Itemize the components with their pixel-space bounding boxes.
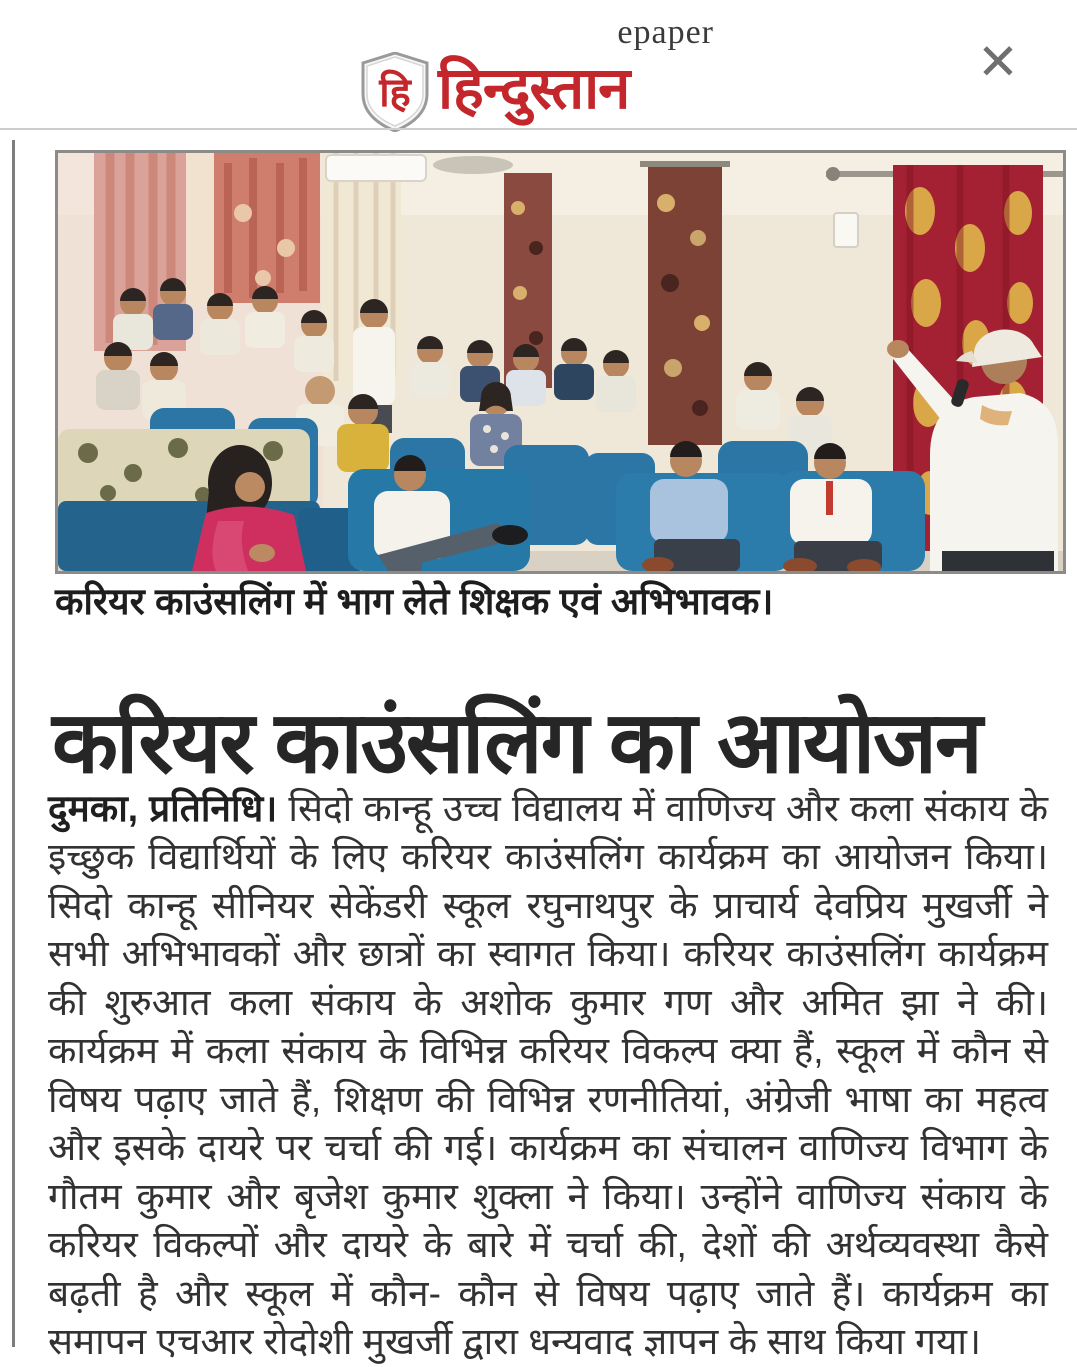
man-crossed-legs [348, 455, 530, 571]
wall-switch [834, 213, 858, 247]
svg-text:हि: हि [379, 71, 411, 115]
hindustan-wordmark: हिन्दुस्तान [438, 56, 630, 121]
career-counselling-scene [58, 153, 1063, 571]
article-headline: करियर काउंसलिंग का आयोजन [52, 694, 981, 791]
epaper-header [0, 0, 1077, 128]
article-body-text: सिदो कान्हू उच्च विद्यालय में वाणिज्य और कला संकाय के इच्छुक विद्यार्थियों के लिए करियर काउंसलिंग कार्यक्रम का आयोजन किया। सिदो कान्हू सीनियर सेकेंडरी स्कूल रघुनाथपुर के प्राचार्य देवप्रिय मुखर्जी ने सभी अभिभावकों और छात्रों का स्वागत किया। करियर काउंसलिंग कार्यक्रम की शुरुआत कला संकाय के अशोक कुमार गण और अमित झा ने की। कार्यक्रम में कला संकाय के विभिन्न करियर विकल्प क्या हैं, स्कूल में कौन से विषय पढ़ाए जाते हैं, शिक्षण की विभिन्न रणनीतियां, अंग्रेजी भाषा का महत्व और इसके दायरे पर चर्चा की गई। कार्यक्रम का संचालन वाणिज्य विभाग के गौतम कुमार और बृजेश कुमार शुक्ला ने किया। उन्होंने वाणिज्य संकाय के करियर विकल्पों और दायरे के बारे में चर्चा की, देशों की अर्थव्यवस्था कैसे बढ़ती है और स्कूल में कौन- कौन से विषय पढ़ाए जाते हैं। कार्यक्रम का समापन एचआर रोदोशी मुखर्जी द्वारा धन्यवाद ज्ञापन के साथ किया गया। [48, 788, 1048, 1363]
close-button[interactable]: ✕ [966, 30, 1030, 94]
column-rule [12, 140, 15, 1347]
article-dateline: दुमका, प्रतिनिधि। [48, 788, 278, 829]
photo-caption: करियर काउंसलिंग में भाग लेते शिक्षक एवं अभिभावक। [55, 581, 774, 622]
hindustan-shield-icon [360, 52, 430, 132]
ac-unit [326, 155, 426, 181]
article-body [48, 785, 1048, 1367]
header-divider [0, 128, 1077, 130]
article-photo [55, 150, 1066, 574]
ceiling-fan [433, 156, 513, 174]
hindustan-logo [360, 16, 716, 132]
epaper-label: epaper [617, 14, 714, 51]
